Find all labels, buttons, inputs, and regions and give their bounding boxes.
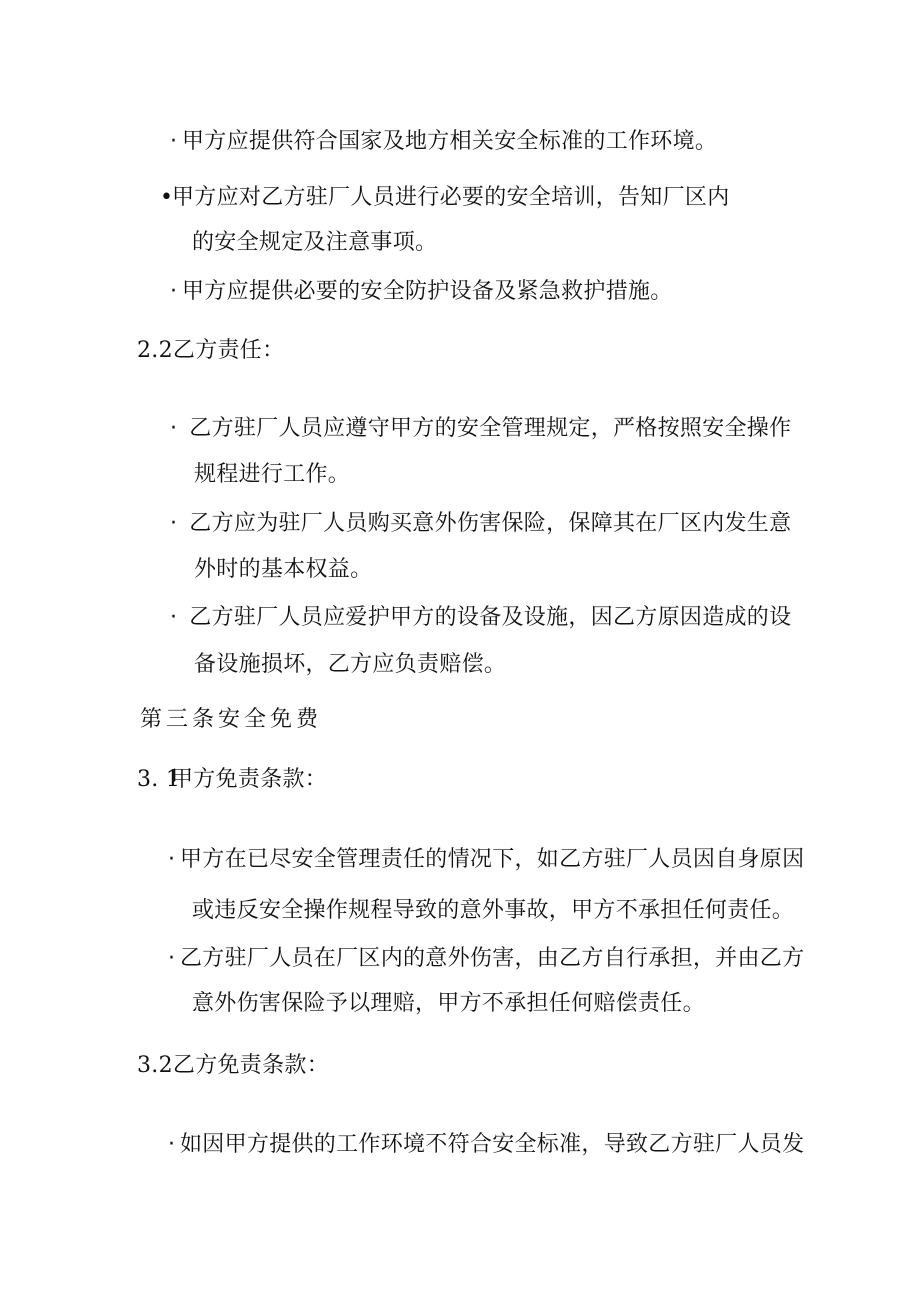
section-number: 3.2: [137, 1053, 173, 1078]
list-item: [170, 127, 717, 157]
section-title: 甲方免责条款：: [171, 767, 328, 792]
list-item-continuation: [192, 989, 705, 1019]
list-item-text: 乙方应为驻厂人员购买意外伤害保险，保障其在厂区内发生意: [182, 511, 792, 536]
bullet-marker: ·: [170, 605, 178, 630]
bullet-marker: ·: [170, 511, 178, 536]
bullet-marker: ·: [168, 946, 176, 971]
list-item-text: 意外伤害保险予以理赔，甲方不承担任何赔偿责任。: [192, 991, 705, 1016]
bullet-marker: ·: [170, 416, 178, 441]
list-item: [168, 1130, 804, 1160]
list-item-continuation: [192, 896, 794, 926]
list-item: [160, 183, 730, 213]
list-item: [170, 277, 673, 307]
list-item-text: 或违反安全操作规程导致的意外事故，甲方不承担任何责任。: [192, 898, 795, 923]
list-item: [168, 944, 804, 974]
bullet-marker: •: [160, 185, 174, 210]
list-item: [170, 414, 791, 444]
section-heading: [137, 765, 327, 795]
section-number: 2.2: [137, 338, 173, 363]
list-item-text: 甲方应提供符合国家及地方相关安全标准的工作环境。: [182, 129, 718, 154]
list-item: [170, 603, 791, 633]
bullet-marker: ·: [170, 129, 178, 154]
article-title: 第三条安全免费: [140, 707, 323, 732]
section-heading: [137, 336, 284, 366]
list-item-text: 甲方应提供必要的安全防护设备及紧急救护措施。: [182, 279, 673, 304]
bullet-marker: ·: [170, 279, 178, 304]
list-item-continuation: [194, 555, 372, 585]
list-item-text: 乙方驻厂人员应爱护甲方的设备及设施，因乙方原因造成的设: [182, 605, 792, 630]
bullet-marker: ·: [168, 847, 176, 872]
list-item-text: 乙方驻厂人员在厂区内的意外伤害，由乙方自行承担，并由乙方: [180, 946, 805, 971]
list-item-continuation: [192, 228, 437, 258]
list-item-continuation: [194, 460, 350, 490]
list-item-text: 甲方应对乙方驻厂人员进行必要的安全培训，告知厂区内: [172, 185, 730, 210]
list-item-text: 甲方在已尽安全管理责任的情况下，如乙方驻厂人员因自身原因: [180, 847, 805, 872]
list-item-text: 的安全规定及注意事项。: [192, 230, 438, 255]
list-item: [170, 509, 791, 539]
section-title: 乙方责任：: [172, 338, 285, 363]
list-item-continuation: [194, 650, 506, 680]
section-heading: [137, 1051, 329, 1081]
list-item-text: 如因甲方提供的工作环境不符合安全标准，导致乙方驻厂人员发: [180, 1132, 805, 1157]
list-item-text: 外时的基本权益。: [194, 557, 373, 582]
bullet-marker: ·: [168, 1132, 176, 1157]
section-title: 乙方免责条款：: [172, 1053, 329, 1078]
list-item-text: 乙方驻厂人员应遵守甲方的安全管理规定，严格按照安全操作: [182, 416, 792, 441]
section-number: 3. 1: [137, 767, 181, 792]
list-item: [168, 845, 804, 875]
list-item-text: 备设施损坏，乙方应负责赔偿。: [194, 652, 507, 677]
list-item-text: 规程进行工作。: [194, 462, 351, 487]
